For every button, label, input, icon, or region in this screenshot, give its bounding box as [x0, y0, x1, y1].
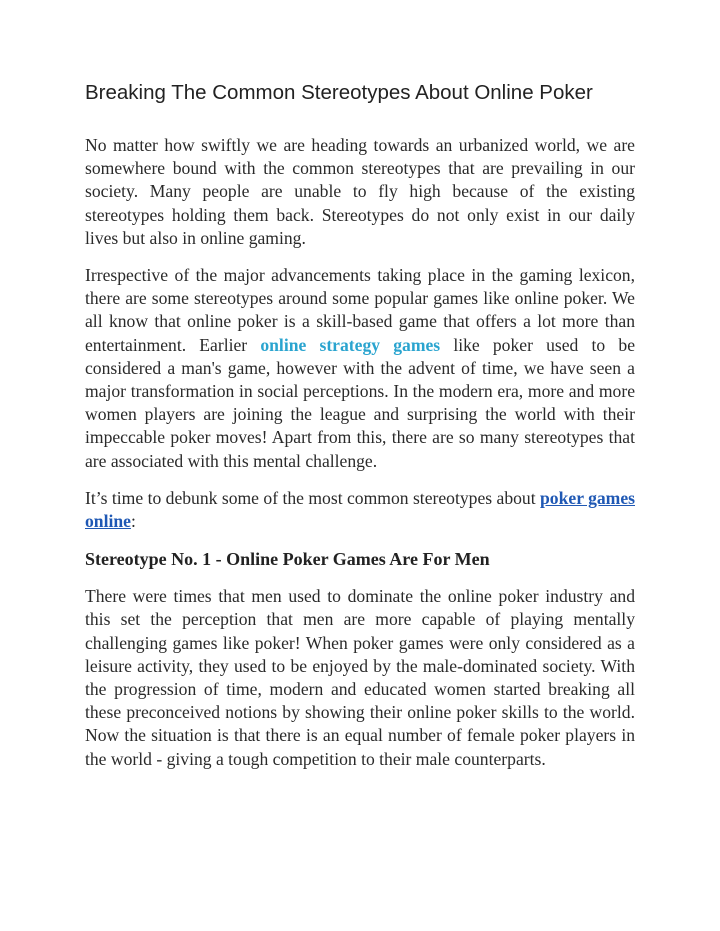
paragraph-debunk [85, 487, 635, 533]
document-content [85, 80, 635, 785]
paragraph-text: Irrespective of the major advancements taking place in the gaming lexicon, there are some stereotypes around some popular games like online poker. We all know that online poker is a skill-based game that offers a lot more than entertainment. Earlier [85, 265, 635, 355]
online-strategy-games-link[interactable]: online strategy games [260, 334, 441, 355]
paragraph-intro: No matter how swiftly we are heading towards an urbanized world, we are somewhere bound with the common stereotypes that are prevailing in our society. Many people are unable to fly high because of the existing stereotypes holding them back. Stereotypes do not only exist in our daily lives but also in online gaming. [85, 135, 635, 248]
stereotype-1-heading: Stereotype No. 1 - Online Poker Games Are For Men [85, 549, 490, 570]
paragraph-stereotype-1: There were times that men used to dominate the online poker industry and this set the perception that men are more capable of playing mentally challenging games like poker! When poker games were only considered as a leisure activity, they used to be enjoyed by the male-dominated society. With the progression of time, modern and educated women started breaking all these preconceived notions by showing their online poker skills to the world. Now the situation is that there is an equal number of female poker players in the world - giving a tough competition to their male counterparts. [85, 586, 635, 769]
paragraph-text: It’s time to debunk some of the most common stereotypes about [85, 487, 541, 508]
poker-games-online-link[interactable]: poker games online [85, 487, 635, 532]
paragraph-text: : [130, 511, 136, 532]
paragraph-advancements [85, 264, 635, 473]
document-title: Breaking The Common Stereotypes About Online Poker [85, 81, 593, 104]
paragraph-text: like poker used to be considered a man's game, however with the advent of time, we have seen a major transformation in social perceptions. In the modern era, more and more women players are joining the league and surprising the world with their impeccable poker moves! Apart from this, there are so many stereotypes that are associated with this mental challenge. [85, 334, 636, 471]
